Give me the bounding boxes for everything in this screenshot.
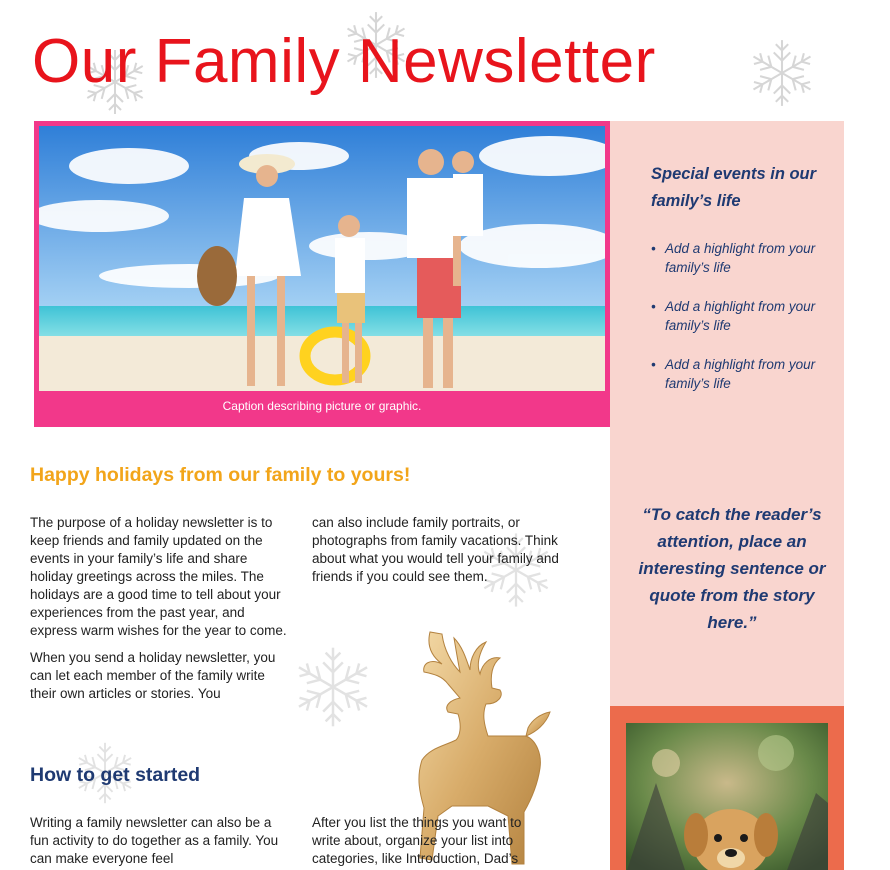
highlight-item: • Add a highlight from your family’s life	[651, 355, 841, 393]
sidebar-heading: Special events in our family’s life	[651, 165, 817, 210]
paragraph: can also include family portraits, or photographs from family vacations. Think about what you would tell your family and friends if you could see them.	[312, 515, 559, 584]
highlight-item: • Add a highlight from your family’s life	[651, 297, 841, 335]
paragraph: After you list the things you want to write about, organize your list into categories, like Introduction, Dad’s	[312, 815, 522, 866]
snowflake-icon	[290, 644, 376, 730]
pull-quote: “To catch the reader’s attention, place an interesting sentence or quote from the story here.”	[638, 505, 826, 632]
article-heading-holidays: Happy holidays from our family to yours!	[30, 464, 411, 486]
article1-column-right	[312, 514, 562, 595]
article-heading-get-started: How to get started	[30, 764, 201, 786]
article2-column-right	[312, 814, 552, 870]
puppy-photo	[626, 723, 828, 870]
highlight-item: • Add a highlight from your family’s life	[651, 239, 841, 277]
photo-caption: Caption describing picture or graphic.	[222, 399, 422, 413]
highlights-list	[651, 239, 841, 413]
sidebar	[610, 121, 844, 870]
paragraph: When you send a holiday newsletter, you can let each member of the family write their own articles or stories. You	[30, 650, 276, 701]
newsletter-title: Our Family Newsletter	[32, 27, 656, 96]
family-beach-photo	[39, 126, 605, 391]
snowflake-icon	[746, 37, 818, 109]
paragraph: The purpose of a holiday newsletter is to keep friends and family updated on the events in your family’s life and share holiday greetings across the miles. The holidays are a good time to tell about your experiences from the past year, and express warm wishes for the year to come.	[30, 515, 287, 638]
puppy-photo-frame	[610, 706, 844, 870]
paragraph: Writing a family newsletter can also be a fun activity to do together as a family. You can make everyone feel	[30, 815, 279, 866]
hero-frame	[34, 121, 610, 427]
article1-column-left	[30, 514, 292, 712]
article2-column-left	[30, 814, 292, 870]
